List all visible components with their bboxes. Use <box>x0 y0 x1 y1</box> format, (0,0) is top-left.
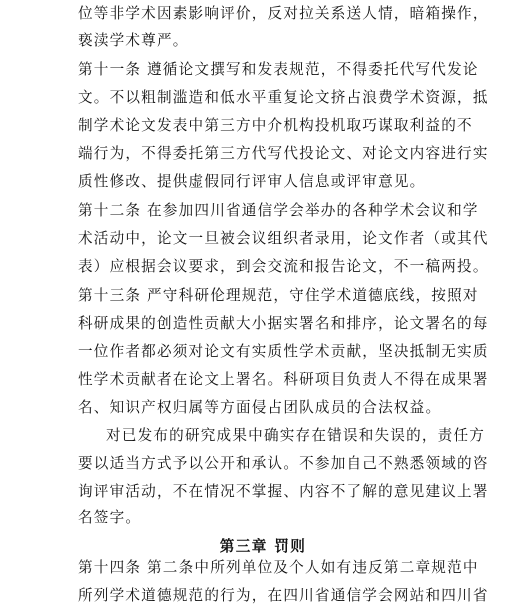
body-text-line: 质性修改、提供虚假同行评审人信息或评审意见。 <box>78 173 426 190</box>
body-text-line: 表）应根据会议要求，到会交流和报告论文，不一稿两投。 <box>78 258 489 275</box>
body-text-line: 端行为，不得委托第三方代写代投论文、对论文内容进行实 <box>78 145 489 162</box>
article-11-line: 第十一条 遵循论文撰写和发表规范，不得委托代写代发论 <box>78 61 479 78</box>
body-text-line: 要以适当方式予以公开和承认。不参加自己不熟悉领域的咨 <box>78 455 489 472</box>
body-text-line: 制学术论文发表中第三方中介机构投机取巧谋取利益的不 <box>78 117 473 134</box>
body-text-line: 询评审活动，不在情况不掌握、内容不了解的意见建议上署 <box>78 483 489 500</box>
article-14-line: 第十四条 第二条中所列单位及个人如有违反第二章规范中 <box>78 559 479 576</box>
body-text-line: 名、知识产权归属等方面侵占团队成员的合法权益。 <box>78 399 442 416</box>
body-text-line: 术活动中，论文一旦被会议组织者录用，论文作者（或其代 <box>78 230 489 247</box>
body-text-line: 性学术贡献者在论文上署名。科研项目负责人不得在成果署 <box>78 371 489 388</box>
body-text-line: 位等非学术因素影响评价，反对拉关系送人情，暗箱操作， <box>78 5 489 22</box>
article-13-line: 第十三条 严守科研伦理规范，守住学术道德底线，按照对 <box>78 287 479 304</box>
article-12-line: 第十二条 在参加四川省通信学会举办的各种学术会议和学 <box>78 202 479 219</box>
chapter-heading: 第三章 罚则 <box>219 538 307 555</box>
body-text-line: 科研成果的创造性贡献大小据实署名和排序，论文署名的每 <box>78 315 489 332</box>
body-text-line: 名签字。 <box>78 509 142 526</box>
body-text-line: 文。不以粗制滥造和低水平重复论文挤占浪费学术资源，抵 <box>78 89 489 106</box>
paragraph-indented-line: 对已发布的研究成果中确实存在错误和失误的，责任方 <box>106 427 486 444</box>
body-text-line: 亵渎学术尊严。 <box>78 32 189 49</box>
body-text-line: 一位作者都必须对论文有实质性学术贡献，坚决抵制无实质 <box>78 343 489 360</box>
body-text-line: 所列学术道德规范的行为，在四川省通信学会网站和四川省 <box>78 587 489 604</box>
